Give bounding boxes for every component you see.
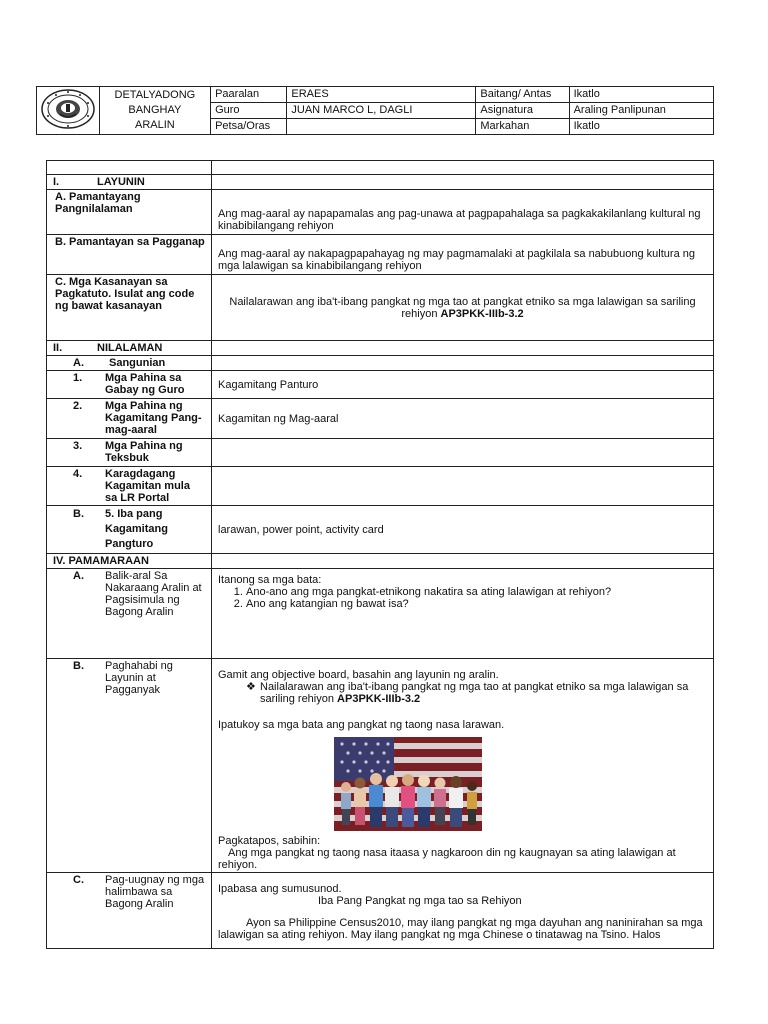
paghahabi-intro: Gamit ang objective board, basahin ang layunin ng aralin.	[218, 669, 499, 681]
school-seal-icon	[40, 88, 96, 130]
label-iba-pang-kagamitan: B. 5. Iba pang Kagamitang Pangturo	[47, 506, 212, 554]
reading-title: Iba Pang Pangkat ng mga tao sa Rehiyon	[318, 895, 522, 907]
label-gabay-guro: 1. Mga Pahina sa Gabay ng Guro	[47, 371, 212, 399]
school-logo-cell	[37, 87, 100, 135]
label-sangunian: A. Sangunian	[47, 356, 212, 371]
label-kagamitang-mag-aaral: 2. Mga Pahina ng Kagamitang Pang-mag-aaral	[47, 399, 212, 439]
value-petsa	[287, 119, 476, 135]
empty-cell	[47, 161, 212, 175]
pag-uugnay-intro: Ipabasa ang sumusunod.	[218, 883, 342, 895]
title-line: BANGHAY	[128, 104, 182, 116]
label-lr-portal: 4. Karagdagang Kagamitan mula sa LR Portal	[47, 467, 212, 506]
empty-cell	[212, 341, 714, 356]
text-mga-kasanayan: Nailalarawan ang iba't-ibang pangkat ng mga tao at pangkat etniko sa mga lalawigan sa sariling rehiyon AP3PKK-IIIb-3.2	[212, 275, 714, 341]
empty-cell	[212, 161, 714, 175]
value-baitang: Ikatlo	[569, 87, 713, 103]
content-paghahabi	[212, 659, 714, 873]
label-mga-kasanayan: C. Mga Kasanayan sa Pagkatuto. Isulat ang code ng bawat kasanayan	[47, 275, 212, 341]
paghahabi-after: Pagkatapos, sabihin:	[218, 835, 321, 847]
section-pamamaraan: IV. PAMAMARAAN	[47, 554, 212, 569]
paghahabi-saying: Ang mga pangkat ng taong nasa itaasa y nagkaroon din ng kaugnayan sa ating lalawigan at rehiyon.	[218, 847, 676, 871]
label-guro: Guro	[211, 103, 287, 119]
label-paghahabi: B. Paghahabi ng Layunin at Pagganyak	[47, 659, 212, 873]
label-balik-aral: A. Balik-aral Sa Nakaraang Aralin at Pagsisimula ng Bagong Aralin	[47, 569, 212, 659]
reading-paragraph: Ayon sa Philippine Census2010, may ilang pangkat ng mga dayuhan ang naninirahan sa mga lalawigan sa ating rehiyon. May ilang pangkat ng mga Chinese o tinatawag na Tsino. Halos	[218, 917, 703, 941]
label-pamantayang-pangnilalaman: A. Pamantayang Pangnilalaman	[47, 190, 212, 235]
value-markahan: Ikatlo	[569, 119, 713, 135]
label-pamantayan-pagganap: B. Pamantayan sa Pagganap	[47, 235, 212, 275]
balik-aral-questions	[218, 586, 707, 610]
value-iba-pang-kagamitan: larawan, power point, activity card	[212, 506, 714, 554]
diamond-bullet-icon: ❖	[246, 681, 256, 693]
label-teksbuk: 3. Mga Pahina ng Teksbuk	[47, 439, 212, 467]
section-layunin: I. LAYUNIN	[47, 175, 212, 190]
value-asignatura: Araling Panlipunan	[569, 103, 713, 119]
value-gabay-guro: Kagamitang Panturo	[212, 371, 714, 399]
text-pamantayan-pagganap: Ang mag-aaral ay nakapagpapahayag ng may pagmamalaki at pagkilala sa nabubuong kultura ng mga lalawigan sa kinabibilangang rehiyon	[212, 235, 714, 275]
value-guro: JUAN MARCO L, DAGLI	[287, 103, 476, 119]
value-lr-portal	[212, 467, 714, 506]
label-baitang: Baitang/ Antas	[476, 87, 569, 103]
empty-cell	[212, 356, 714, 371]
label-markahan: Markahan	[476, 119, 569, 135]
header-table	[36, 86, 714, 135]
list-item: 2. Ano ang katangian ng bawat isa?	[246, 598, 707, 610]
content-balik-aral	[212, 569, 714, 659]
value-kagamitang-mag-aaral: Kagamitan ng Mag-aaral	[212, 399, 714, 439]
content-pag-uugnay	[212, 873, 714, 949]
lesson-plan-table	[46, 160, 714, 949]
plan-title	[99, 87, 210, 135]
label-pag-uugnay: C. Pag-uugnay ng mga halimbawa sa Bagong Aralin	[47, 873, 212, 949]
children-flag-photo	[334, 737, 482, 831]
title-line: ARALIN	[135, 119, 175, 131]
label-paaralan: Paaralan	[211, 87, 287, 103]
objective-bullet: ❖ Nailalarawan ang iba't-ibang pangkat ng mga tao at pangkat etniko sa mga lalawigan sa sariling rehiyon AP3PKK-IIIb-3.2	[246, 681, 689, 705]
empty-cell	[212, 554, 714, 569]
title-line: DETALYADONG	[114, 89, 196, 101]
balik-aral-intro: Itanong sa mga bata:	[218, 574, 322, 586]
paghahabi-instruction: Ipatukoy sa mga bata ang pangkat ng taong nasa larawan.	[218, 719, 505, 731]
value-teksbuk	[212, 439, 714, 467]
text-pamantayang-pangnilalaman: Ang mag-aaral ay napapamalas ang pag-unawa at pagpapahalaga sa pagkakakilanlang kultural ng kinabibilangang rehiyon	[212, 190, 714, 235]
empty-cell	[212, 175, 714, 190]
section-nilalaman: II. NILALAMAN	[47, 341, 212, 356]
label-asignatura: Asignatura	[476, 103, 569, 119]
list-item: 1. Ano-ano ang mga pangkat-etnikong nakatira sa ating lalawigan at rehiyon?	[246, 586, 707, 598]
value-paaralan: ERAES	[287, 87, 476, 103]
label-petsa: Petsa/Oras	[211, 119, 287, 135]
